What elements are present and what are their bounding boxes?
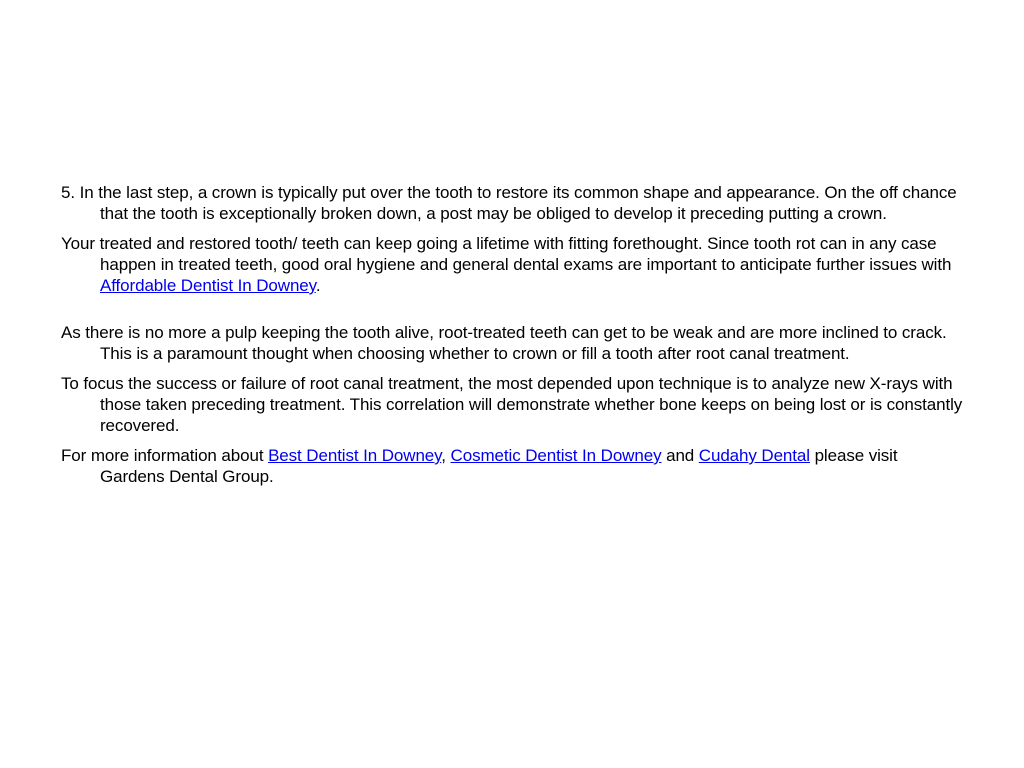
slide-body — [61, 182, 966, 487]
link-cudahy-dental[interactable]: Cudahy Dental — [698, 446, 810, 465]
paragraph-pulp-weak-teeth — [61, 322, 966, 364]
paragraph-text: To focus the success or failure of root canal treatment, the most depended upon technique is to analyze new X-rays with those taken preceding treatment. This correlation will demonstrate whether bone keeps on being lost or is constantly recovered. — [61, 374, 963, 435]
paragraph-text: Your treated and restored tooth/ teeth can keep going a lifetime with fitting forethought. Since tooth rot can in any case happen in treated teeth, good oral hygiene and general dental exams are important to anticipate further issues with — [61, 234, 952, 274]
paragraph-restored-tooth — [61, 233, 966, 296]
paragraph-text: please visit Gardens Dental Group. — [100, 446, 898, 486]
separator-text: and — [661, 446, 699, 465]
paragraph-text: 5. In the last step, a crown is typically put over the tooth to restore its common shape and appearance. On the off chance that the tooth is exceptionally broken down, a post may be obliged to develop it preceding putting a crown. — [61, 183, 957, 223]
link-affordable-dentist-downey[interactable]: Affordable Dentist In Downey — [100, 276, 316, 295]
paragraph-text: For more information about — [61, 446, 269, 465]
paragraph-crown-step — [61, 182, 966, 224]
link-best-dentist-downey[interactable]: Best Dentist In Downey — [268, 446, 442, 465]
paragraph-xray-analysis — [61, 373, 966, 436]
paragraph-text: As there is no more a pulp keeping the tooth alive, root-treated teeth can get to be weak and are more inclined to crack. This is a paramount thought when choosing whether to crown or fill a tooth after root canal treatment. — [61, 323, 947, 363]
paragraph-more-information — [61, 445, 966, 487]
paragraph-text: . — [315, 276, 321, 295]
separator-text: , — [441, 446, 451, 465]
link-cosmetic-dentist-downey[interactable]: Cosmetic Dentist In Downey — [450, 446, 662, 465]
